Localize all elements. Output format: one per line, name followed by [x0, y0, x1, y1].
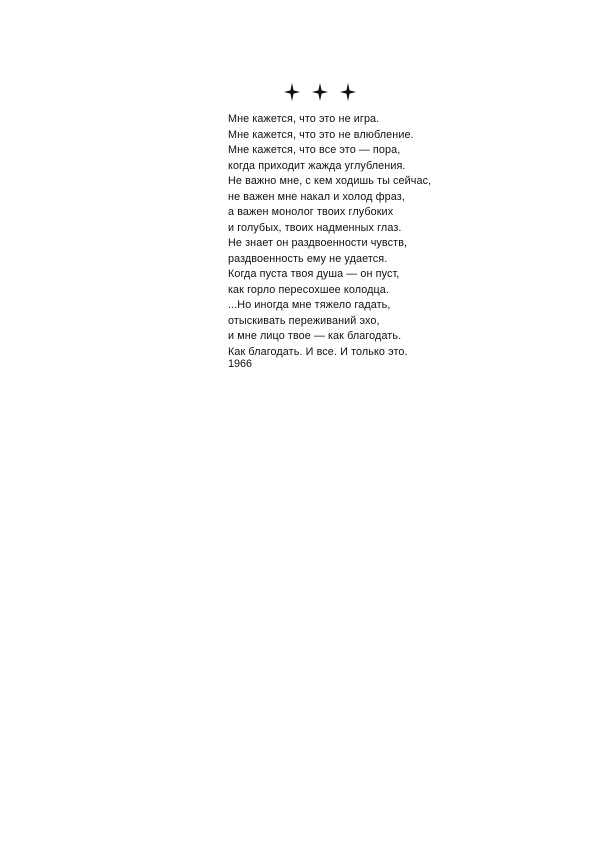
poem-line: ...Но иногда мне тяжело гадать, [228, 299, 391, 311]
poem-line: не важен мне накал и холод фраз, [228, 190, 405, 203]
poem-text [228, 112, 528, 360]
section-ornament [284, 82, 356, 102]
poem-line: и мне лицо твое — как благодать. [228, 330, 402, 342]
poem-line: а важен монолог твоих глубоких [228, 206, 394, 218]
poem-line: отыскивать переживаний эхо, [228, 314, 380, 327]
poem-line: Мне кажется, что все это — пора, [228, 144, 401, 156]
poem-line: раздвоенность ему не удается. [228, 252, 388, 265]
poem-line: Не важно мне, с кем ходишь ты сейчас, [228, 175, 432, 187]
poem-line: когда приходит жажда углубления. [228, 159, 406, 172]
poem-line: как горло пересохшее колодца. [228, 283, 389, 296]
poem-year: 1966 [228, 358, 253, 370]
star-icon [312, 83, 328, 101]
poem-line: Не знает он раздвоенности чувств, [228, 237, 408, 249]
poem-line: Мне кажется, что это не влюбление. [228, 128, 414, 141]
poem-line: Мне кажется, что это не игра. [228, 113, 380, 125]
poem-line: Как благодать. И все. И только это. [228, 345, 408, 358]
star-icon [340, 83, 356, 101]
star-icon [284, 83, 300, 101]
poem-line: и голубых, твоих надменных глаз. [228, 221, 402, 234]
poem-line: Когда пуста твоя душа — он пуст, [228, 268, 400, 280]
